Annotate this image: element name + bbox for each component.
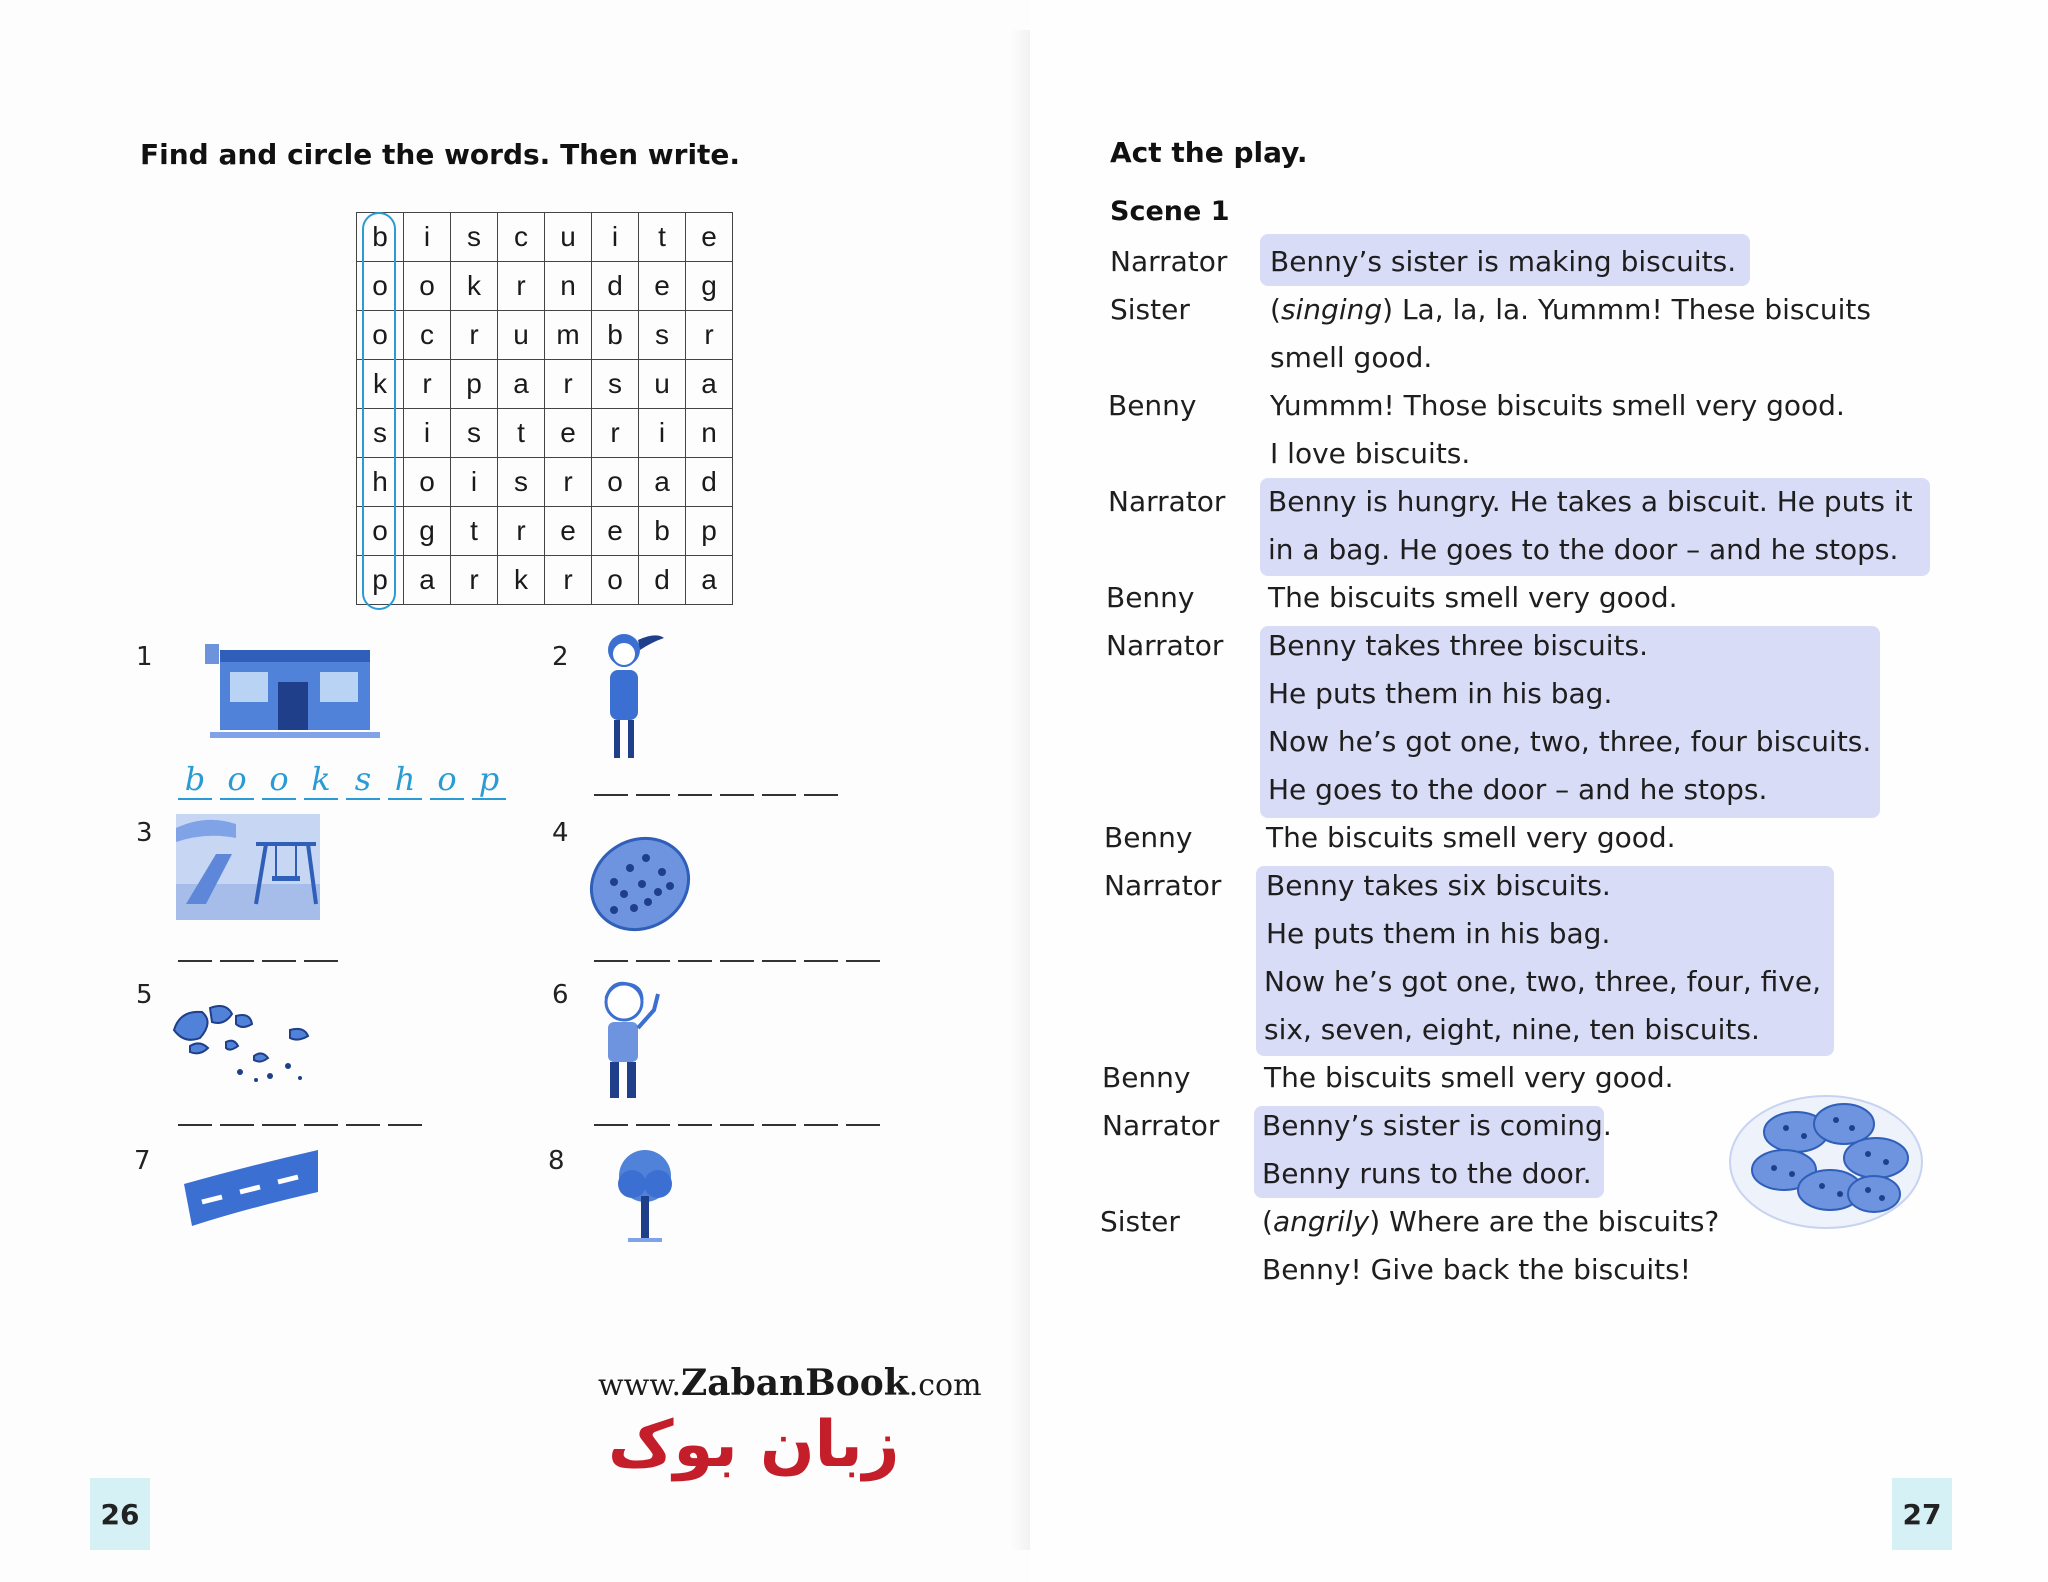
grid-letter[interactable]: c	[498, 213, 545, 262]
answer-blanks-4[interactable]	[594, 958, 880, 962]
grid-row	[357, 213, 733, 262]
grid-letter[interactable]: a	[639, 458, 686, 507]
grid-letter[interactable]: p	[451, 360, 498, 409]
answer-blank[interactable]	[178, 958, 212, 962]
grid-letter[interactable]: s	[451, 409, 498, 458]
grid-letter[interactable]: r	[592, 409, 639, 458]
grid-letter[interactable]: s	[639, 311, 686, 360]
grid-letter[interactable]: o	[357, 507, 404, 556]
grid-letter[interactable]: h	[357, 458, 404, 507]
play-line: He goes to the door – and he stops.	[1268, 773, 1768, 806]
play-line: six, seven, eight, nine, ten biscuits.	[1264, 1013, 1760, 1046]
grid-row	[357, 507, 733, 556]
watermark-url-suffix: .com	[908, 1368, 982, 1403]
grid-letter[interactable]: s	[592, 360, 639, 409]
answer-blank[interactable]	[636, 958, 670, 962]
answer-blank[interactable]	[220, 1122, 254, 1126]
exercise-number-1: 1	[136, 642, 153, 672]
grid-letter[interactable]: g	[404, 507, 451, 556]
grid-letter[interactable]: a	[404, 556, 451, 605]
grid-letter[interactable]: d	[686, 458, 733, 507]
answer-blank[interactable]	[804, 792, 838, 796]
play-line: Yummm! Those biscuits smell very good.	[1270, 389, 1845, 422]
answer-blank[interactable]	[388, 1122, 422, 1126]
grid-letter[interactable]: r	[686, 311, 733, 360]
grid-row	[357, 556, 733, 605]
watermark-persian-logo: زبان بوک	[608, 1408, 900, 1482]
answer-letter: o	[262, 760, 296, 800]
grid-letter[interactable]: u	[639, 360, 686, 409]
grid-letter[interactable]: c	[404, 311, 451, 360]
grid-letter[interactable]: i	[639, 409, 686, 458]
grid-letter[interactable]: d	[639, 556, 686, 605]
grid-letter[interactable]: e	[592, 507, 639, 556]
answer-bookshop	[178, 760, 506, 800]
speaker-label: Sister	[1100, 1205, 1180, 1238]
grid-letter[interactable]: b	[639, 507, 686, 556]
answer-blank[interactable]	[594, 1122, 628, 1126]
grid-letter[interactable]: n	[686, 409, 733, 458]
biscuit-icon	[584, 832, 696, 936]
grid-letter[interactable]: i	[404, 213, 451, 262]
grid-row	[357, 360, 733, 409]
play-line: He puts them in his bag.	[1268, 677, 1613, 710]
answer-blank[interactable]	[678, 1122, 712, 1126]
answer-blank[interactable]	[636, 1122, 670, 1126]
page-number-right: 27	[1892, 1478, 1952, 1550]
answer-letter: o	[430, 760, 464, 800]
plate-of-biscuits-icon	[1726, 1092, 1926, 1232]
exercise-number-7: 7	[134, 1146, 151, 1176]
crumbs-icon	[170, 1000, 320, 1090]
answer-blank[interactable]	[678, 958, 712, 962]
grid-letter[interactable]: o	[592, 556, 639, 605]
answer-letter: p	[472, 760, 506, 800]
watermark	[598, 1352, 1018, 1512]
girl-icon	[594, 628, 674, 768]
play-line: smell good.	[1270, 341, 1433, 374]
answer-blank[interactable]	[304, 958, 338, 962]
speaker-label: Benny	[1102, 1061, 1191, 1094]
circled-word-bookshop	[362, 212, 396, 610]
grid-letter[interactable]: r	[451, 311, 498, 360]
grid-letter[interactable]: p	[357, 556, 404, 605]
grid-letter[interactable]: a	[686, 360, 733, 409]
speaker-label: Narrator	[1104, 869, 1222, 902]
grid-letter[interactable]: m	[545, 311, 592, 360]
answer-blank[interactable]	[346, 1122, 380, 1126]
exercise-number-3: 3	[136, 818, 153, 848]
grid-letter[interactable]: d	[592, 262, 639, 311]
speaker-label: Benny	[1106, 581, 1195, 614]
grid-letter[interactable]: u	[498, 311, 545, 360]
play-line: (angrily) Where are the biscuits?	[1262, 1205, 1720, 1238]
speaker-label: Benny	[1104, 821, 1193, 854]
answer-blank[interactable]	[262, 958, 296, 962]
grid-letter[interactable]: r	[451, 556, 498, 605]
watermark-url	[598, 1362, 982, 1404]
grid-letter[interactable]: e	[639, 262, 686, 311]
play-line: Benny’s sister is making biscuits.	[1270, 245, 1737, 278]
answer-blank[interactable]	[178, 1122, 212, 1126]
answer-blank[interactable]	[720, 958, 754, 962]
answer-blank[interactable]	[220, 958, 254, 962]
exercise-number-2: 2	[552, 642, 569, 672]
grid-letter[interactable]: e	[545, 507, 592, 556]
word-search-grid	[356, 212, 733, 605]
play-line: Benny! Give back the biscuits!	[1262, 1253, 1691, 1286]
grid-letter[interactable]: s	[357, 409, 404, 458]
grid-letter[interactable]: p	[686, 507, 733, 556]
grid-letter[interactable]: r	[545, 458, 592, 507]
grid-row	[357, 409, 733, 458]
grid-row	[357, 262, 733, 311]
answer-letter: k	[304, 760, 338, 800]
grid-letter[interactable]: e	[686, 213, 733, 262]
exercise-number-8: 8	[548, 1146, 565, 1176]
answer-blanks-3[interactable]	[178, 958, 338, 962]
road-icon	[178, 1144, 322, 1228]
play-line: Now he’s got one, two, three, four biscuits.	[1268, 725, 1872, 758]
grid-row	[357, 458, 733, 507]
park-icon	[176, 814, 320, 920]
grid-letter[interactable]: o	[404, 262, 451, 311]
grid-letter[interactable]: e	[545, 409, 592, 458]
grid-letter[interactable]: r	[404, 360, 451, 409]
grid-letter[interactable]: r	[545, 360, 592, 409]
answer-letter: s	[346, 760, 380, 800]
answer-blank[interactable]	[678, 792, 712, 796]
grid-letter[interactable]: g	[686, 262, 733, 311]
grid-letter[interactable]: o	[357, 262, 404, 311]
answer-letter: h	[388, 760, 422, 800]
answer-blank[interactable]	[304, 1122, 338, 1126]
grid-letter[interactable]: u	[545, 213, 592, 262]
grid-letter[interactable]: r	[498, 262, 545, 311]
tree-icon	[610, 1146, 680, 1246]
grid-letter[interactable]: o	[357, 311, 404, 360]
answer-blank[interactable]	[594, 792, 628, 796]
play-heading: Act the play.	[1110, 136, 1308, 169]
scene-title: Scene 1	[1110, 196, 1230, 227]
answer-blanks-6[interactable]	[594, 1122, 880, 1126]
grid-letter[interactable]: k	[451, 262, 498, 311]
play-line: He puts them in his bag.	[1266, 917, 1611, 950]
bookshop-icon	[200, 640, 380, 740]
speaker-label: Narrator	[1110, 245, 1228, 278]
answer-blank[interactable]	[262, 1122, 296, 1126]
answer-blank[interactable]	[804, 1122, 838, 1126]
answer-blank[interactable]	[720, 792, 754, 796]
answer-blank[interactable]	[636, 792, 670, 796]
play-line: (singing) La, la, la. Yummm! These biscuits	[1270, 293, 1871, 326]
watermark-url-prefix: www.	[598, 1368, 682, 1403]
grid-letter[interactable]: k	[357, 360, 404, 409]
play-line: The biscuits smell very good.	[1268, 581, 1678, 614]
answer-blank[interactable]	[846, 1122, 880, 1126]
grid-letter[interactable]: a	[686, 556, 733, 605]
answer-blanks-5[interactable]	[178, 1122, 422, 1126]
speaker-label: Sister	[1110, 293, 1190, 326]
answer-blank[interactable]	[762, 792, 796, 796]
grid-letter[interactable]: t	[451, 507, 498, 556]
grid-letter[interactable]: k	[498, 556, 545, 605]
play-line: Benny takes three biscuits.	[1268, 629, 1648, 662]
grid-letter[interactable]: o	[592, 458, 639, 507]
play-line: Benny is hungry. He takes a biscuit. He puts it	[1268, 485, 1913, 518]
answer-letter: o	[220, 760, 254, 800]
speaker-label: Narrator	[1102, 1109, 1220, 1142]
page-number-left: 26	[90, 1478, 150, 1550]
answer-blank[interactable]	[762, 958, 796, 962]
grid-letter[interactable]: b	[357, 213, 404, 262]
answer-blank[interactable]	[594, 958, 628, 962]
grid-letter[interactable]: o	[404, 458, 451, 507]
boy-icon	[594, 980, 674, 1104]
right-page	[1030, 0, 2048, 1582]
grid-letter[interactable]: s	[498, 458, 545, 507]
grid-letter[interactable]: i	[404, 409, 451, 458]
grid-letter[interactable]: n	[545, 262, 592, 311]
answer-blank[interactable]	[720, 1122, 754, 1126]
grid-letter[interactable]: s	[451, 213, 498, 262]
grid-letter[interactable]: r	[545, 556, 592, 605]
answer-blanks-2[interactable]	[594, 792, 838, 796]
exercise-number-5: 5	[136, 980, 153, 1010]
speaker-label: Narrator	[1106, 629, 1224, 662]
answer-blank[interactable]	[804, 958, 838, 962]
grid-row	[357, 311, 733, 360]
play-line: in a bag. He goes to the door – and he stops.	[1268, 533, 1899, 566]
play-line: I love biscuits.	[1270, 437, 1471, 470]
speaker-label: Benny	[1108, 389, 1197, 422]
exercise-number-4: 4	[552, 818, 569, 848]
play-line: Benny’s sister is coming.	[1262, 1109, 1612, 1142]
exercise-heading: Find and circle the words. Then write.	[140, 138, 741, 171]
grid-letter[interactable]: i	[592, 213, 639, 262]
grid-letter[interactable]: b	[592, 311, 639, 360]
grid-letter[interactable]: t	[498, 409, 545, 458]
play-line: Now he’s got one, two, three, four, five,	[1264, 965, 1821, 998]
grid-letter[interactable]: t	[639, 213, 686, 262]
answer-letter: b	[178, 760, 212, 800]
answer-blank[interactable]	[762, 1122, 796, 1126]
play-line: Benny runs to the door.	[1262, 1157, 1592, 1190]
grid-letter[interactable]: r	[498, 507, 545, 556]
play-line: The biscuits smell very good.	[1266, 821, 1676, 854]
exercise-number-6: 6	[552, 980, 569, 1010]
answer-blank[interactable]	[846, 958, 880, 962]
grid-letter[interactable]: i	[451, 458, 498, 507]
speaker-label: Narrator	[1108, 485, 1226, 518]
play-line: The biscuits smell very good.	[1264, 1061, 1674, 1094]
play-line: Benny takes six biscuits.	[1266, 869, 1611, 902]
grid-letter[interactable]: a	[498, 360, 545, 409]
watermark-url-brand: ZabanBook	[681, 1362, 909, 1404]
